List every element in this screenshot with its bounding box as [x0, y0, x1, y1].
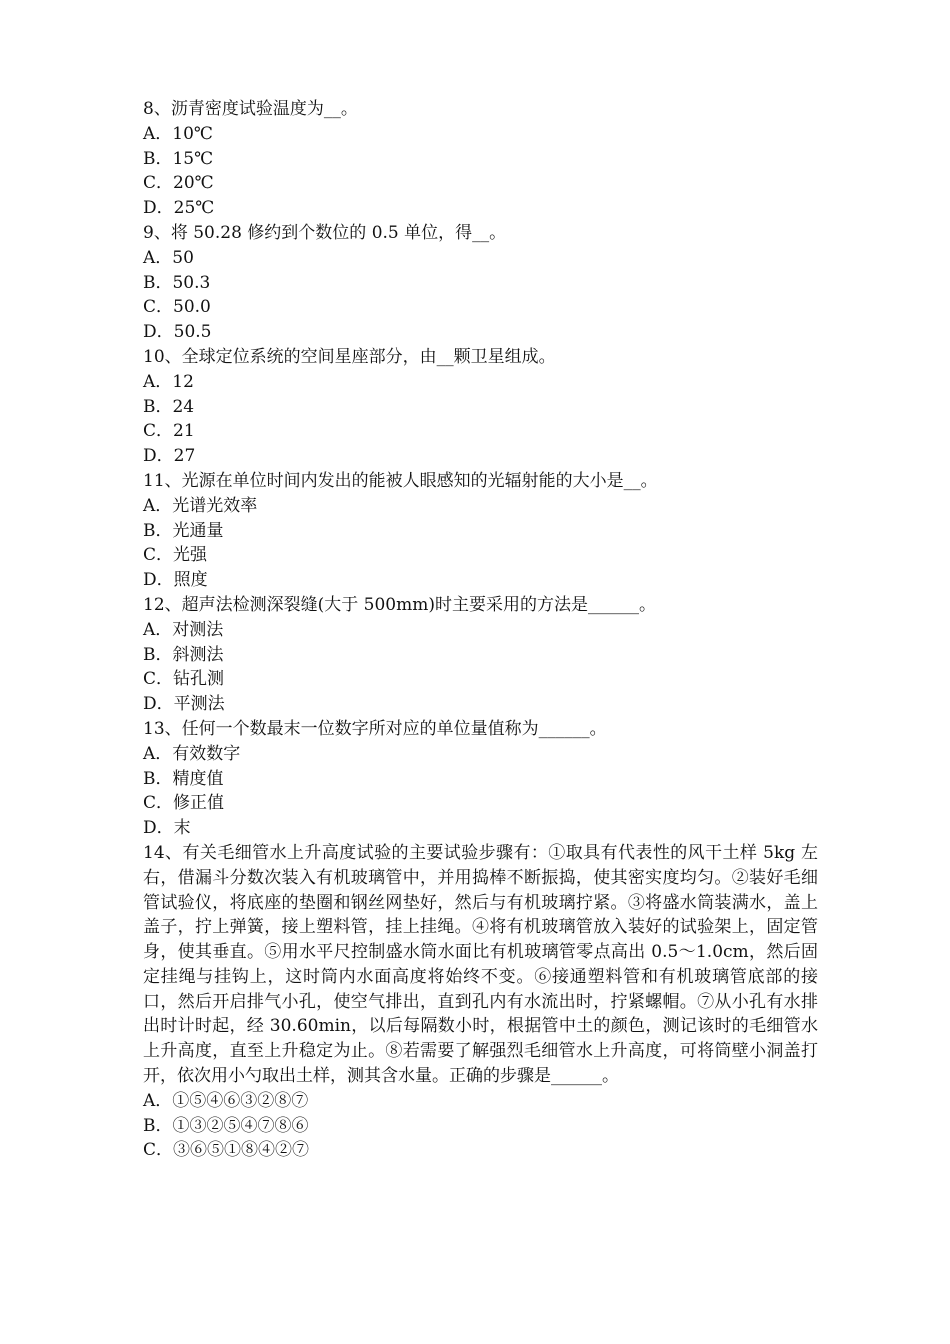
question-10-option-a: A．12	[143, 371, 194, 392]
question-13-option-b: B．精度值	[143, 768, 224, 789]
question-13-option-c: C．修正值	[143, 793, 225, 814]
question-8-option-d: D．25℃	[143, 198, 215, 219]
question-10-option-c: C．21	[143, 421, 195, 442]
question-9-option-a: A．50	[143, 247, 194, 268]
question-9-option-b: B．50.3	[143, 272, 211, 293]
question-9-option-d: D．50.5	[143, 322, 212, 343]
question-10-option-b: B．24	[143, 396, 195, 417]
question-10-option-d: D．27	[143, 446, 196, 467]
question-8-option-a: A．10℃	[143, 123, 213, 144]
question-12-option-d: D．平测法	[143, 694, 225, 715]
question-11-stem: 11、光源在单位时间内发出的能被人眼感知的光辐射能的大小是__。	[143, 470, 658, 491]
question-8-stem: 8、沥青密度试验温度为__。	[143, 99, 358, 119]
question-14-option-c: C．③⑥⑤①⑧④②⑦	[143, 1140, 310, 1161]
question-11-option-d: D．照度	[143, 570, 208, 591]
question-11-option-b: B．光通量	[143, 520, 224, 541]
question-14-option-b: B．①③②⑤④⑦⑧⑥	[143, 1115, 309, 1136]
question-12-stem: 12、超声法检测深裂缝(大于 500mm)时主要采用的方法是______。	[143, 594, 656, 615]
question-14-stem: 14、有关毛细管水上升高度试验的主要试验步骤有：①取具有代表性的风干土样 5kg 左右，借漏斗分数次装入有机玻璃管中，并用捣棒不断振捣，使其密实度均匀。②装好毛细管试验仪，将底座的垫圈和钢丝网垫好，然后与有机玻璃拧紧。③将盛水筒装满水，盖上盖子，拧上弹簧，接上塑料管，挂上挂绳。④将有机玻璃管放入装好的试验架上，固定管身，使其垂直。⑤用水平尺控制盛水筒水面比有机玻璃管零点高出 0.5～1.0cm，然后固定挂绳与挂钩上，这时筒内水面高度将始终不变。⑥接通塑料管和有机玻璃管底部的接口，然后开启排气小孔，使空气排出，直到孔内有水流出时，拧紧螺帽。⑦从小孔有水排出时计时起，经 30.60min，以后每隔数小时，根据管中土的颜色，测记该时的毛细管水上升高度，直至上升稳定为止。⑧若需要了解强烈毛细管水上升高度，可将筒壁小洞盖打开，依次用小勺取出土样，测其含水量。正确的步骤是______。	[143, 842, 818, 1087]
question-8-option-c: C．20℃	[143, 173, 214, 194]
question-13-option-d: D．末	[143, 818, 191, 839]
question-12-option-a: A．对测法	[143, 619, 224, 640]
question-12-option-b: B．斜测法	[143, 644, 224, 665]
question-11-option-a: A．光谱光效率	[143, 495, 258, 516]
question-13-stem: 13、任何一个数最末一位数字所对应的单位量值称为______。	[143, 718, 607, 739]
question-13-option-a: A．有效数字	[143, 743, 241, 764]
question-14-option-a: A．①⑤④⑥③②⑧⑦	[143, 1090, 309, 1111]
question-9-stem: 9、将 50.28 修约到个数位的 0.5 单位，得__。	[143, 222, 507, 243]
document-page	[143, 97, 818, 1163]
question-9-option-c: C．50.0	[143, 297, 211, 318]
question-12-option-c: C．钻孔测	[143, 669, 225, 690]
question-8-option-b: B．15℃	[143, 148, 214, 169]
question-10-stem: 10、全球定位系统的空间星座部分，由__颗卫星组成。	[143, 346, 556, 367]
question-11-option-c: C．光强	[143, 545, 208, 566]
